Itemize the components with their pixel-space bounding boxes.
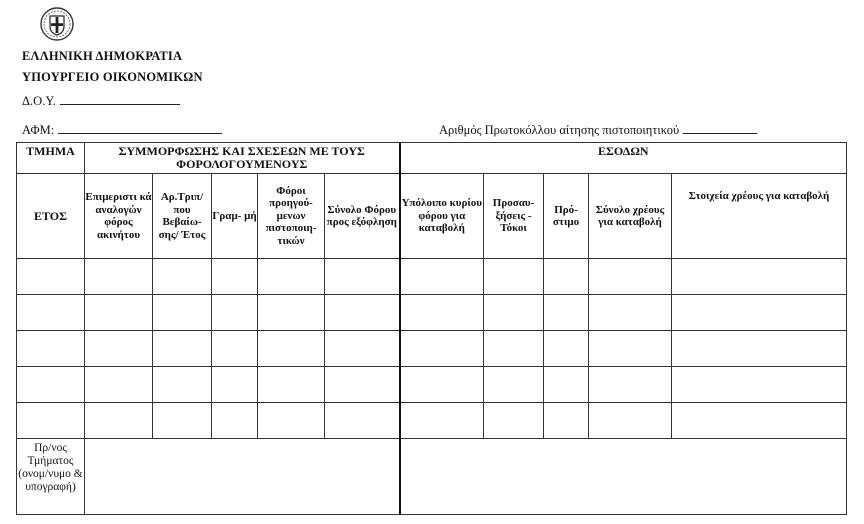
compliance-header: ΣΥΜΜΟΡΦΩΣΗΣ ΚΑΙ ΣΧΕΣΕΩΝ ΜΕ ΤΟΥΣ ΦΟΡΟΛΟΓΟΥΜΕΝΟΥΣ	[85, 143, 400, 174]
table-cell[interactable]	[325, 259, 400, 295]
table-cell[interactable]	[85, 367, 153, 403]
table-row	[17, 295, 847, 331]
protocol-field	[439, 121, 757, 138]
table-cell[interactable]	[544, 259, 589, 295]
table-cell[interactable]	[153, 331, 212, 367]
table-cell[interactable]	[153, 295, 212, 331]
table-cell[interactable]	[258, 403, 325, 439]
table-cell[interactable]	[400, 331, 484, 367]
table-cell[interactable]	[544, 403, 589, 439]
table-cell[interactable]	[400, 295, 484, 331]
table-cell[interactable]	[672, 367, 847, 403]
table-cell[interactable]	[589, 367, 672, 403]
table-cell[interactable]	[484, 331, 544, 367]
table-cell[interactable]	[484, 367, 544, 403]
table-cell[interactable]	[17, 295, 85, 331]
table-cell[interactable]	[258, 259, 325, 295]
protocol-label: Αριθμός Πρωτοκόλλου αίτησης πιστοποιητικού	[439, 123, 680, 137]
table-cell[interactable]	[484, 295, 544, 331]
table-cell[interactable]	[544, 295, 589, 331]
table-cell[interactable]	[85, 295, 153, 331]
table-cell[interactable]	[17, 367, 85, 403]
protocol-blank-line	[683, 121, 757, 134]
table-cell[interactable]	[325, 367, 400, 403]
year-header: ΕΤΟΣ	[17, 174, 85, 259]
table-cell[interactable]	[258, 295, 325, 331]
table-cell[interactable]	[589, 403, 672, 439]
column-header: Επιμεριστι κά αναλογών φόρος ακινήτου	[85, 174, 153, 259]
table-cell[interactable]	[672, 295, 847, 331]
table-cell[interactable]	[85, 259, 153, 295]
afm-blank-line	[58, 121, 222, 134]
table-cell[interactable]	[400, 367, 484, 403]
column-header: Σύνολο χρέους για καταβολή	[589, 174, 672, 259]
table-cell[interactable]	[400, 403, 484, 439]
table-cell[interactable]	[484, 403, 544, 439]
column-header: Υπόλοιπο κυρίου φόρου για καταβολή	[400, 174, 484, 259]
revenue-header: ΕΣΟΔΩΝ	[400, 143, 847, 174]
republic-heading: ΕΛΛΗΝΙΚΗ ΔΗΜΟΚΡΑΤΙΑ	[22, 49, 183, 63]
table-cell[interactable]	[672, 259, 847, 295]
tax-certificate-table	[16, 142, 847, 515]
table-cell[interactable]	[17, 331, 85, 367]
column-header: Στοιχεία χρέους για καταβολή	[672, 174, 847, 259]
coat-of-arms-emblem	[40, 7, 74, 41]
table-cell[interactable]	[484, 259, 544, 295]
table-cell[interactable]	[212, 259, 258, 295]
table-cell[interactable]	[400, 259, 484, 295]
table-cell[interactable]	[589, 295, 672, 331]
doy-label: Δ.Ο.Υ.	[22, 94, 56, 108]
signature-area-compliance[interactable]	[85, 439, 400, 515]
table-cell[interactable]	[258, 331, 325, 367]
table-cell[interactable]	[153, 367, 212, 403]
column-header: Προσαυ- ξήσεις - Τόκοι	[484, 174, 544, 259]
signature-row	[17, 439, 847, 515]
table-cell[interactable]	[17, 259, 85, 295]
table-cell[interactable]	[672, 403, 847, 439]
table-cell[interactable]	[153, 259, 212, 295]
table-cell[interactable]	[672, 331, 847, 367]
section-head-signature-label: Πρ/νος Τμήματος (ονομ/νυμο & υπογραφή)	[17, 439, 85, 515]
table-cell[interactable]	[325, 295, 400, 331]
table-cell[interactable]	[85, 403, 153, 439]
column-header: Γραμ- μή	[212, 174, 258, 259]
table-row	[17, 403, 847, 439]
column-header: Σύνολο Φόρου προς εξόφληση	[325, 174, 400, 259]
column-header: Αρ.Τριπ/ που Βεβαίω- σης/ Έτος	[153, 174, 212, 259]
ministry-heading: ΥΠΟΥΡΓΕΙΟ ΟΙΚΟΝΟΜΙΚΩΝ	[22, 70, 203, 84]
afm-label: ΑΦΜ:	[22, 123, 55, 137]
table-cell[interactable]	[212, 295, 258, 331]
doy-blank-line	[60, 92, 180, 105]
section-label: ΤΜΗΜΑ	[17, 143, 85, 174]
table-cell[interactable]	[325, 331, 400, 367]
column-header: Φόροι προηγού- μενων πιστοποιη- τικών	[258, 174, 325, 259]
table-cell[interactable]	[589, 259, 672, 295]
table-cell[interactable]	[212, 331, 258, 367]
column-header: Πρό- στιμο	[544, 174, 589, 259]
table-row	[17, 367, 847, 403]
signature-area-revenue[interactable]	[400, 439, 847, 515]
table-row	[17, 259, 847, 295]
table-cell[interactable]	[85, 331, 153, 367]
table-cell[interactable]	[544, 367, 589, 403]
doy-field	[22, 92, 180, 109]
afm-field	[22, 121, 222, 138]
table-cell[interactable]	[212, 367, 258, 403]
table-cell[interactable]	[325, 403, 400, 439]
table-row	[17, 331, 847, 367]
table-cell[interactable]	[544, 331, 589, 367]
table-cell[interactable]	[589, 331, 672, 367]
table-cell[interactable]	[258, 367, 325, 403]
table-cell[interactable]	[17, 403, 85, 439]
table-cell[interactable]	[212, 403, 258, 439]
table-cell[interactable]	[153, 403, 212, 439]
